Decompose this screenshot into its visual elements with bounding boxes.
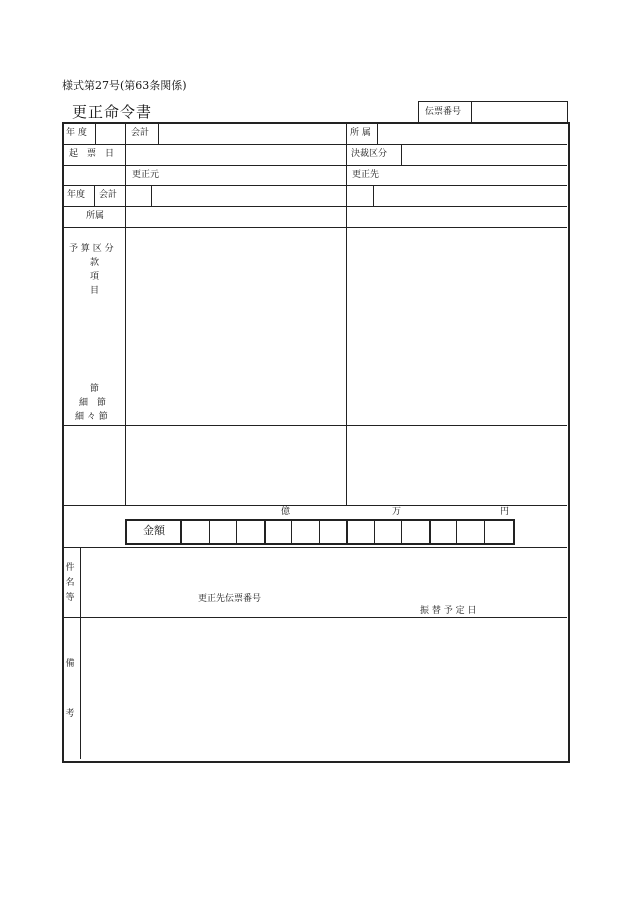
- department-field[interactable]: [379, 124, 563, 142]
- amount-digit-cell[interactable]: [402, 521, 429, 543]
- kou-label: 項: [90, 272, 100, 282]
- source-account-label: 会計: [99, 190, 118, 200]
- amount-digit-cell[interactable]: [182, 521, 209, 543]
- source-budget-field[interactable]: [127, 229, 343, 423]
- approval-category-label: 決裁区分: [351, 149, 388, 159]
- dest-slip-number-label: 更正先伝票番号: [198, 594, 262, 604]
- slip-number-field[interactable]: [477, 107, 563, 119]
- source-account-field[interactable]: [153, 187, 343, 204]
- amount-digit-cell[interactable]: [320, 521, 347, 543]
- source-extra-field[interactable]: [127, 427, 343, 503]
- amount-digit-cell[interactable]: [375, 521, 402, 543]
- destination-extra-field[interactable]: [348, 427, 563, 503]
- budget-classification-label: 予 算 区 分: [69, 244, 114, 254]
- form-title: 更正命令書: [72, 103, 153, 121]
- amount-digit-cell[interactable]: [265, 521, 292, 543]
- department-label: 所 属: [350, 128, 371, 138]
- destination-label: 更正先: [352, 170, 380, 180]
- slip-number-label: 伝票番号: [425, 107, 462, 117]
- remarks-label-2: 考: [65, 709, 75, 719]
- subject-label-2: 名: [65, 578, 75, 588]
- draft-date-label: 起 票 日: [69, 149, 115, 159]
- source-fiscal-year-label: 年度: [67, 190, 86, 200]
- setsu-label: 節: [90, 384, 100, 394]
- amount-label: 金額: [143, 524, 165, 537]
- kan-label: 款: [90, 258, 100, 268]
- remarks-field[interactable]: [82, 619, 564, 757]
- amount-digit-cell[interactable]: [237, 521, 264, 543]
- destination-department-field[interactable]: [348, 208, 563, 225]
- amount-digit-cell[interactable]: [457, 521, 484, 543]
- unit-oku-label: 億: [281, 507, 291, 517]
- draft-date-field[interactable]: [127, 146, 343, 163]
- amount-digit-cell[interactable]: [292, 521, 319, 543]
- destination-budget-field[interactable]: [348, 229, 563, 423]
- account-label: 会計: [131, 128, 150, 138]
- amount-digit-cell[interactable]: [210, 521, 237, 543]
- form-number: 様式第27号(第63条関係): [62, 79, 187, 92]
- subject-label-1: 件: [65, 563, 75, 573]
- subject-field[interactable]: [82, 549, 564, 615]
- account-field[interactable]: [160, 124, 344, 142]
- source-department-label: 所属: [86, 211, 105, 221]
- transfer-date-label: 振 替 予 定 日: [420, 606, 477, 616]
- source-department-field[interactable]: [127, 208, 343, 225]
- fiscal-year-field[interactable]: [97, 124, 123, 142]
- unit-man-label: 万: [392, 507, 402, 517]
- saisetsu-label: 細 節: [79, 398, 107, 408]
- destination-account-field[interactable]: [375, 187, 563, 204]
- amount-digit-cell[interactable]: [430, 521, 457, 543]
- subject-label-3: 等: [65, 593, 75, 603]
- approval-category-field[interactable]: [403, 146, 563, 163]
- amount-digit-cell[interactable]: [485, 521, 512, 543]
- remarks-label-1: 備: [65, 659, 75, 669]
- moku-label: 目: [90, 286, 100, 296]
- amount-digit-cell[interactable]: [347, 521, 374, 543]
- saisaisetsu-label: 細 々 節: [75, 412, 108, 422]
- unit-en-label: 円: [500, 507, 510, 517]
- source-label: 更正元: [132, 170, 160, 180]
- fiscal-year-label: 年 度: [66, 128, 87, 138]
